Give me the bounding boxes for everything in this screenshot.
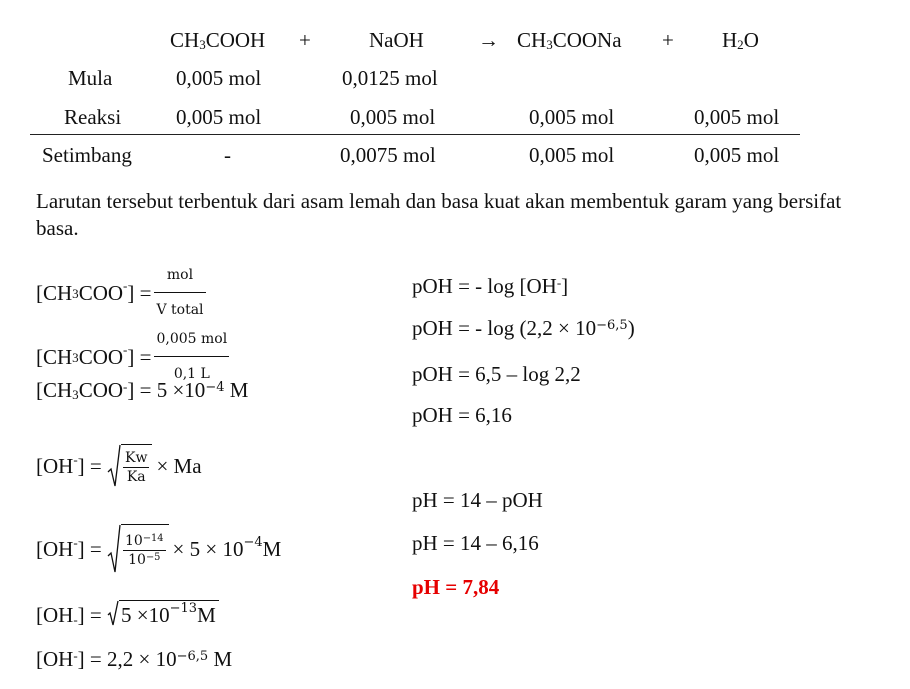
table-divider bbox=[30, 134, 800, 135]
poh-formula: pOH = - log [OH-] bbox=[412, 274, 569, 298]
hydroxide-simplified: [OH - ] = 5 ×10 $^{-13}$ M bbox=[36, 600, 219, 626]
table-cell: - bbox=[224, 143, 231, 167]
hydroxide-result: $[OH^-] = 2,2 \times 10^{-6,5}$ M bbox=[36, 647, 233, 671]
reaction-arrow: → bbox=[478, 28, 499, 52]
square-root: 5 ×10 $^{-13}$ M bbox=[107, 600, 219, 626]
square-root: $\frac{10^{-14}}{10^{-5}}$ bbox=[107, 524, 169, 574]
square-root: $\frac{Kw}{Ka}$ bbox=[107, 444, 152, 488]
reactant-naoh: NaOH bbox=[369, 28, 424, 52]
row-label: Mula bbox=[68, 66, 113, 90]
hydroxide-substitution: [OH - ] = $\frac{10^{-14}}{10^{-5}}$ × 5 × 10 $^{-4}$ M bbox=[36, 524, 281, 574]
acetate-concentration-formula: [CH $_3$ COO - ] = $\frac{\text{mol}}{\text{V total}}$ bbox=[36, 260, 206, 325]
hydroxide-formula: [OH - ] = $\frac{Kw}{Ka}$ × Ma bbox=[36, 444, 202, 488]
table-cell: 0,005 mol bbox=[694, 105, 780, 129]
acetate-concentration-result: $[CH_3COO^-] = 5 \times 10^{-4}$ M bbox=[36, 378, 249, 402]
table-cell: 0,0125 mol bbox=[342, 66, 438, 90]
poh-log-step: pOH = 6,5 – log 2,2 bbox=[412, 362, 581, 386]
table-cell: 0,005 mol bbox=[694, 143, 780, 167]
plus-sign: + bbox=[299, 28, 311, 52]
table-cell: 0,005 mol bbox=[176, 105, 262, 129]
row-label: Setimbang bbox=[42, 143, 132, 167]
fraction: $\frac{\text{0,005 mol}}{0,1 L}$ bbox=[154, 324, 229, 389]
fraction: $\frac{\text{mol}}{\text{V total}}$ bbox=[154, 260, 205, 325]
table-cell: 0,0075 mol bbox=[340, 143, 436, 167]
explanation-paragraph: Larutan tersebut terbentuk dari asam lemah dan basa kuat akan membentuk garam yang bersifat basa. bbox=[36, 189, 842, 240]
poh-result: pOH = 6,16 bbox=[412, 403, 512, 427]
row-label: Reaksi bbox=[64, 105, 122, 129]
ph-answer: pH = 7,84 bbox=[412, 575, 500, 599]
table-cell: 0,005 mol bbox=[529, 143, 615, 167]
plus-sign: + bbox=[662, 28, 674, 52]
reactant-acetic-acid: $CH_3COOH$ bbox=[170, 28, 266, 52]
ph-substitution: pH = 14 – 6,16 bbox=[412, 531, 539, 555]
table-cell: 0,005 mol bbox=[529, 105, 615, 129]
ph-formula: pH = 14 – pOH bbox=[412, 488, 543, 512]
acetate-concentration-substitution: [CH $_3$ COO - ] = $\frac{\text{0,005 mol}}{0,1 L}$ bbox=[36, 324, 229, 389]
table-cell: 0,005 mol bbox=[176, 66, 262, 90]
table-cell: 0,005 mol bbox=[350, 105, 436, 129]
product-water: $H_2O$ bbox=[722, 28, 759, 52]
product-sodium-acetate: $CH_3COONa$ bbox=[517, 28, 622, 52]
poh-substitution: pOH = - $\log (2,2 \times 10^{-6,5})$ bbox=[412, 316, 635, 340]
